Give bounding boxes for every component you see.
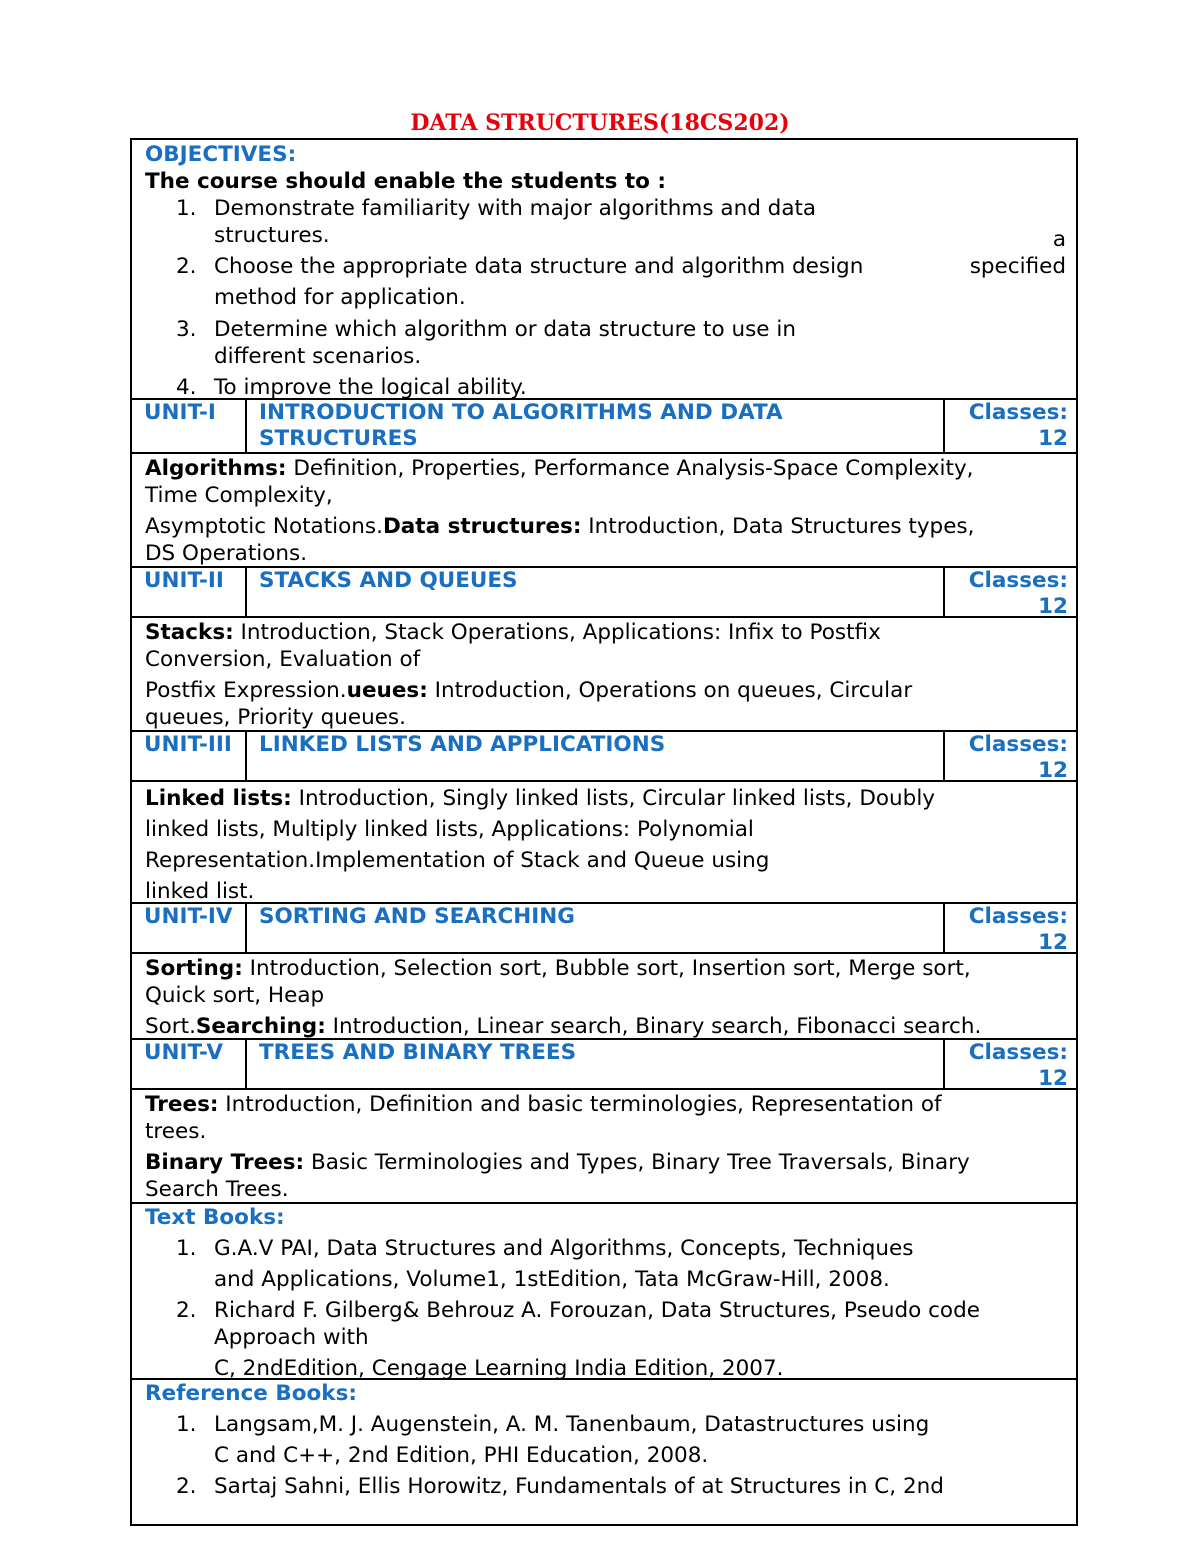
list-item: 3. Determine which algorithm or data structure to use in different scenarios. — [176, 317, 796, 369]
list-item: 2. Richard F. Gilberg& Behrouz A. Forouzan, Data Structures, Pseudo code Approach with C, 2ndEdition, Cengage Learning India Edition, 2007. — [176, 1298, 980, 1381]
unit-title: STACKS AND QUEUES — [247, 568, 945, 616]
unit-content: Algorithms: Definition, Properties, Performance Analysis-Space Complexity, Time Complexity, Asymptotic Notations.Data structures: Introduction, Data Structures types, DS Operations. — [132, 454, 1076, 568]
reference-books-heading: Reference Books: — [145, 1381, 357, 1406]
list-item: 2. Sartaj Sahni, Ellis Horowitz, Fundamentals of at Structures in C, 2nd — [176, 1474, 944, 1499]
unit-header-row — [132, 568, 1076, 618]
unit-classes: Classes: 12 — [968, 400, 1068, 451]
syllabus-table — [130, 138, 1078, 1526]
unit-title: LINKED LISTS AND APPLICATIONS — [247, 732, 945, 780]
list-item: 1. G.A.V PAI, Data Structures and Algorithms, Concepts, Techniques and Applications, Volume1, 1stEdition, Tata McGraw-Hill, 2008. — [176, 1236, 914, 1292]
unit-header-row — [132, 904, 1076, 954]
page-title: DATA STRUCTURES(18CS202) — [410, 110, 790, 136]
objectives-heading: OBJECTIVES: — [145, 142, 297, 167]
unit-header-row — [132, 1040, 1076, 1090]
text-books-block — [132, 1204, 1076, 1380]
unit-label: UNIT-IV — [132, 904, 247, 952]
unit-title: INTRODUCTION TO ALGORITHMS AND DATA STRUCTURES — [247, 400, 945, 452]
unit-label: UNIT-II — [132, 568, 247, 616]
unit-content: Sorting: Introduction, Selection sort, Bubble sort, Insertion sort, Merge sort, Quick sort, Heap Sort.Searching: Introduction, Linear search, Binary search, Fibonacci search. — [132, 954, 1076, 1040]
list-item: 1. Langsam,M. J. Augenstein, A. M. Tanenbaum, Datastructures using C and C++, 2nd Edition, PHI Education, 2008. — [176, 1412, 930, 1468]
unit-label: UNIT-V — [132, 1040, 247, 1088]
list-item: 4. To improve the logical ability. — [176, 375, 527, 400]
unit-content: Stacks: Introduction, Stack Operations, Applications: Infix to Postfix Conversion, Evaluation of Postfix Expression.ueues: Introduction, Operations on queues, Circular queues, Priority queues. — [132, 618, 1076, 732]
objectives-intro: The course should enable the students to : — [145, 169, 666, 194]
unit-header-row — [132, 400, 1076, 454]
unit-content: Linked lists: Introduction, Singly linked lists, Circular linked lists, Doubly linked lists, Multiply linked lists, Applications: Polynomial Representation.Implementation of Stack and Queue using linked list. — [132, 782, 1076, 904]
unit-classes: Classes: 12 — [968, 568, 1068, 619]
unit-classes: Classes: 12 — [968, 904, 1068, 955]
unit-label: UNIT-III — [132, 732, 247, 780]
objectives-block — [132, 140, 1076, 400]
reference-books-block — [132, 1380, 1076, 1524]
objectives-aside: a specified — [969, 227, 1066, 279]
text-books-heading: Text Books: — [145, 1205, 285, 1230]
unit-header-row — [132, 732, 1076, 782]
list-item: 2. Choose the appropriate data structure and algorithm design method for application. — [176, 254, 864, 310]
list-item: 1. Demonstrate familiarity with major algorithms and data structures. — [176, 196, 817, 248]
unit-label: UNIT-I — [132, 400, 247, 452]
unit-title: TREES AND BINARY TREES — [247, 1040, 945, 1088]
unit-classes: Classes: 12 — [968, 732, 1068, 783]
unit-classes: Classes: 12 — [968, 1040, 1068, 1091]
unit-title: SORTING AND SEARCHING — [247, 904, 945, 952]
unit-content: Trees: Introduction, Definition and basic terminologies, Representation of trees. Binary Trees: Basic Terminologies and Types, Binary Tree Traversals, Binary Search Trees. — [132, 1090, 1076, 1204]
